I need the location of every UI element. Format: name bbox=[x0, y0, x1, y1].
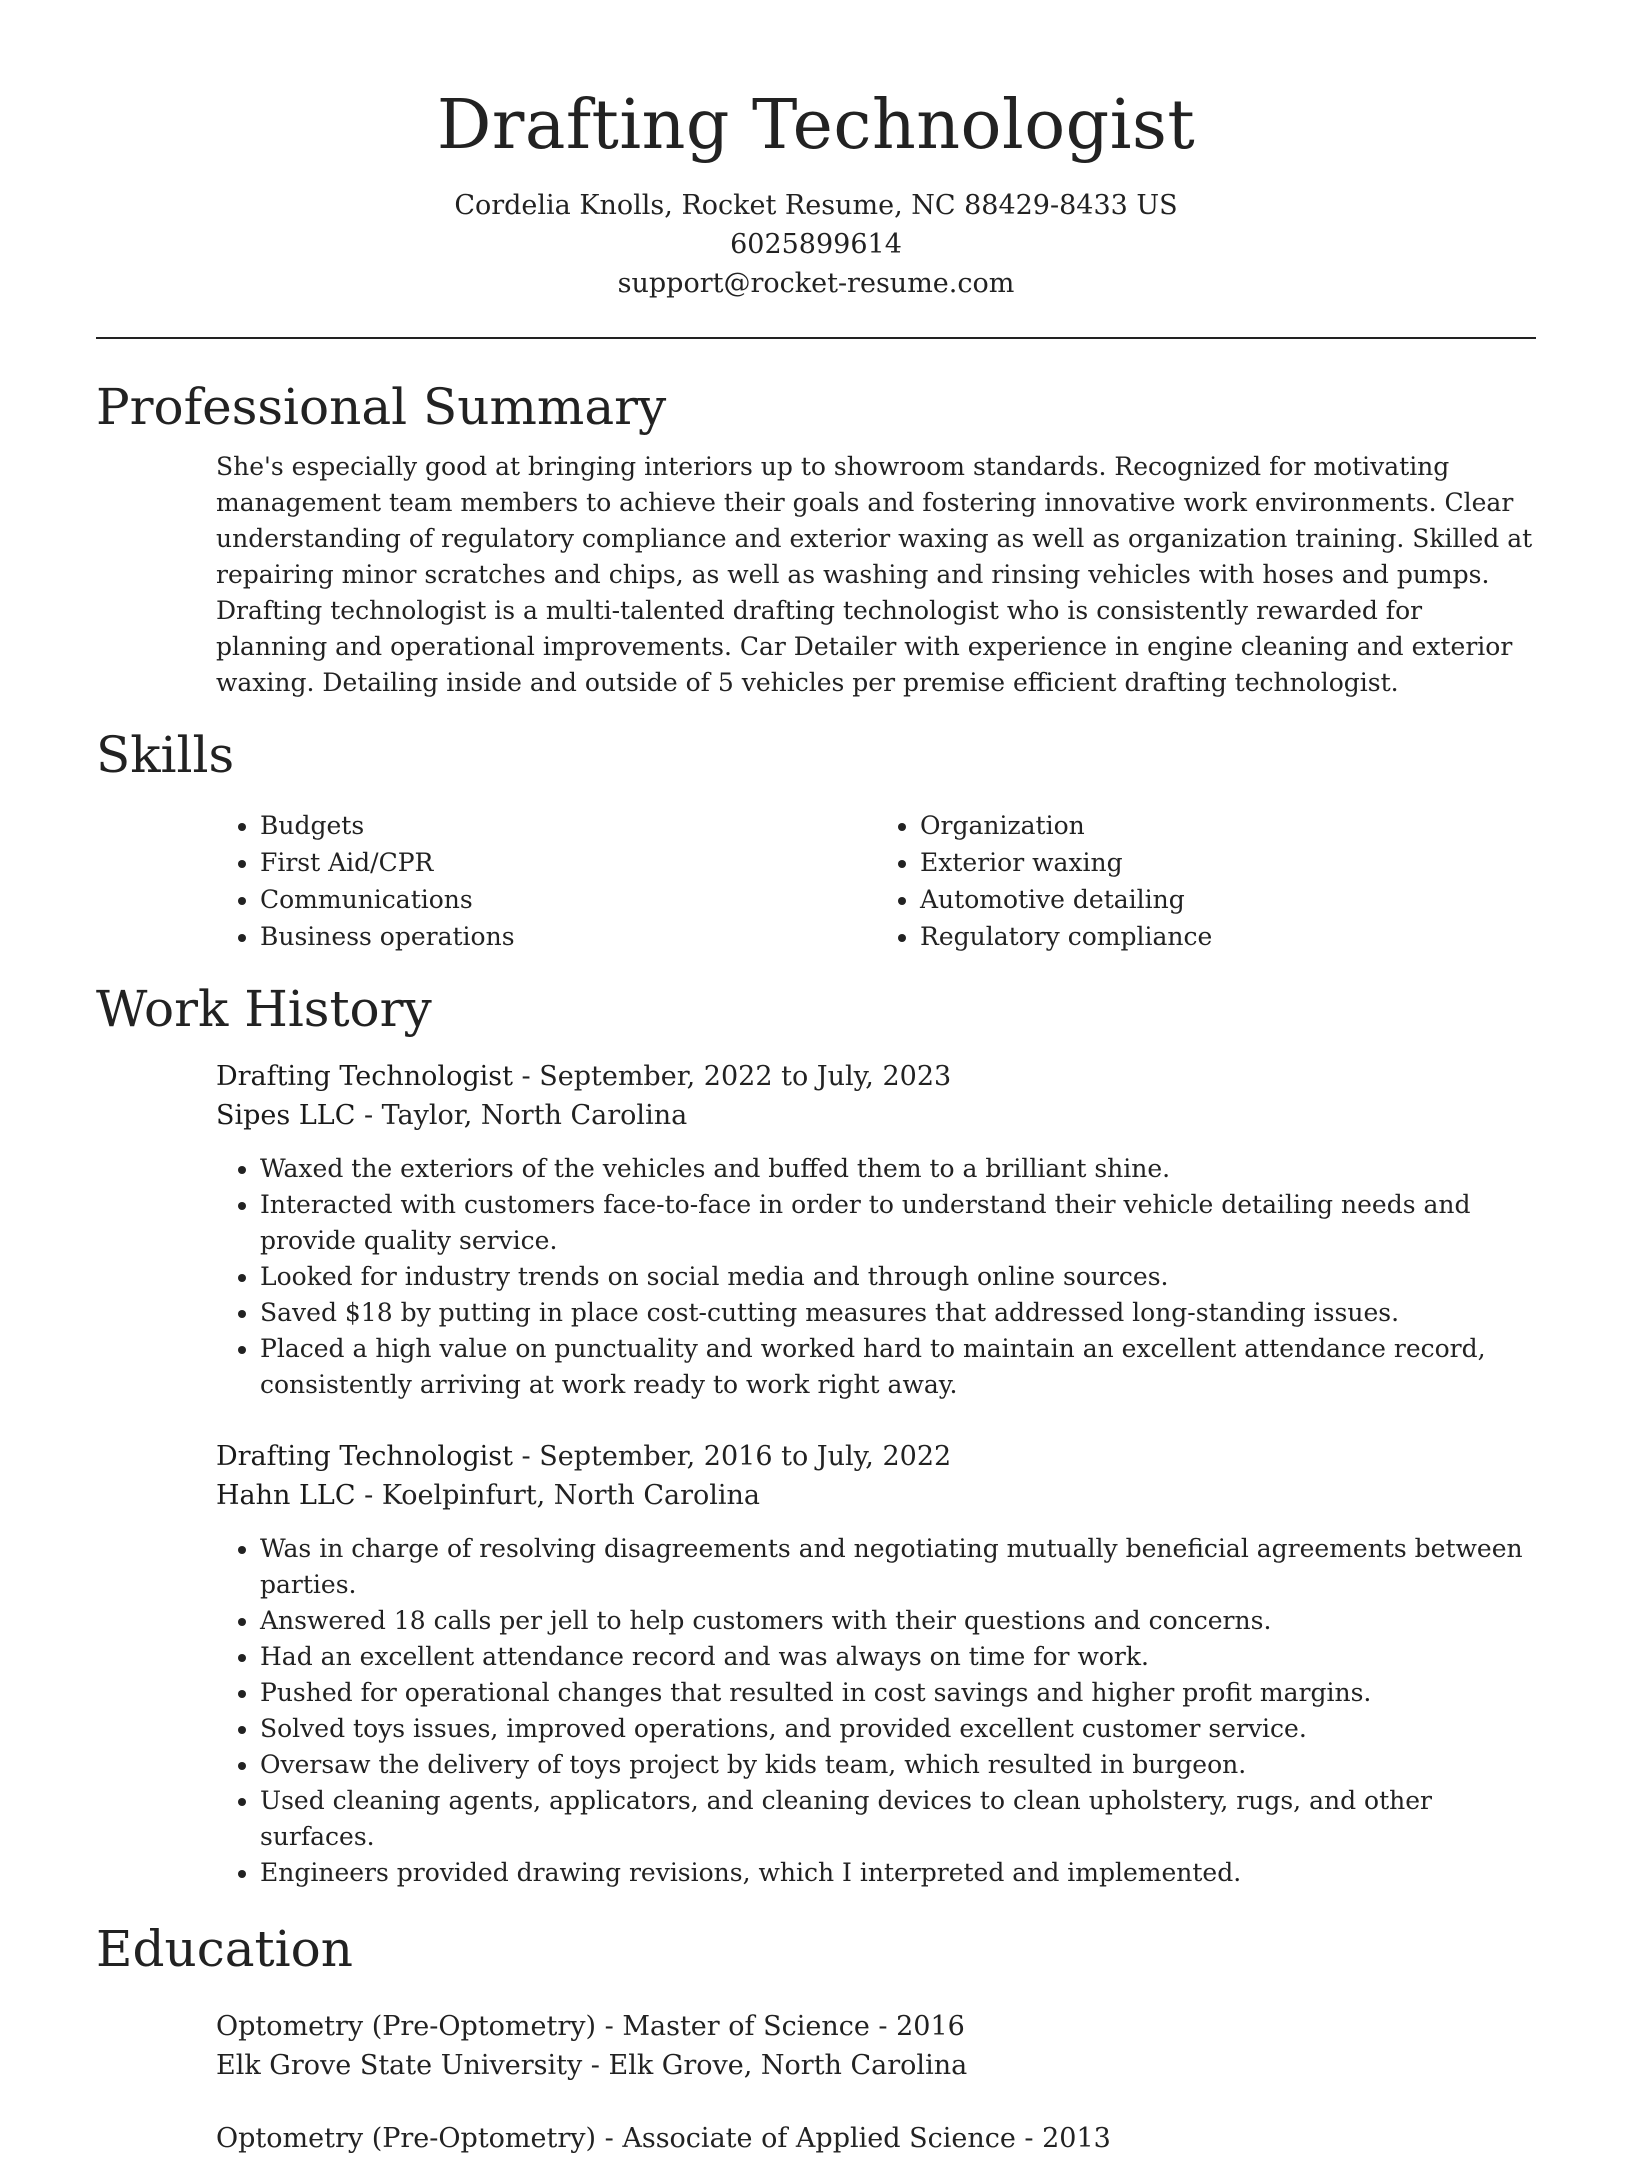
education-degree-line bbox=[216, 2007, 1536, 2046]
job-dates: - September, 2022 to July, 2023 bbox=[512, 1061, 952, 1092]
skills-column-left bbox=[216, 807, 876, 955]
contact-phone: 6025899614 bbox=[730, 229, 902, 260]
education-degree-line bbox=[216, 2119, 1536, 2158]
job-location: - Taylor, North Carolina bbox=[355, 1100, 688, 1131]
job-title-line bbox=[216, 1437, 1536, 1476]
education-heading: Education bbox=[96, 1920, 353, 1978]
education-year: - 2013 bbox=[1015, 2123, 1111, 2154]
education-entry bbox=[216, 2007, 1536, 2085]
job-bullet: • Answered 18 calls per jell to help customers with their questions and concerns. bbox=[260, 1603, 1536, 1639]
job-location: - Koelpinfurt, North Carolina bbox=[355, 1480, 761, 1511]
skill-item: • Organization bbox=[920, 807, 1536, 844]
job-bullet: • Oversaw the delivery of toys project by kids team, which resulted in burgeon. bbox=[260, 1747, 1536, 1783]
skill-item: • Regulatory compliance bbox=[920, 918, 1536, 955]
job-bullet: • Waxed the exteriors of the vehicles and buffed them to a brilliant shine. bbox=[260, 1151, 1536, 1187]
contact-email: support@rocket-resume.com bbox=[617, 268, 1015, 299]
education-year: - 2016 bbox=[869, 2011, 965, 2042]
education-school: Elk Grove State University bbox=[216, 2050, 583, 2081]
summary-heading: Professional Summary bbox=[96, 378, 667, 436]
job-entry bbox=[216, 1437, 1536, 1891]
job-bullet: • Placed a high value on punctuality and worked hard to maintain an excellent attendance record, consistently arriving at work ready to work right away. bbox=[260, 1331, 1536, 1403]
skills-list bbox=[216, 807, 1536, 955]
job-entry bbox=[216, 1057, 1536, 1403]
job-bullet: • Had an excellent attendance record and was always on time for work. bbox=[260, 1639, 1536, 1675]
education-entry bbox=[216, 2119, 1536, 2158]
job-company-line bbox=[216, 1096, 1536, 1135]
job-company: Hahn LLC bbox=[216, 1480, 356, 1511]
skill-item: • Exterior waxing bbox=[920, 844, 1536, 881]
job-bullets bbox=[216, 1151, 1536, 1403]
education-location: - Elk Grove, North Carolina bbox=[582, 2050, 968, 2081]
skills-heading: Skills bbox=[96, 726, 235, 784]
skill-item: • Automotive detailing bbox=[920, 881, 1536, 918]
header-divider bbox=[96, 337, 1536, 339]
work-history-heading: Work History bbox=[96, 980, 432, 1038]
job-bullet: • Interacted with customers face-to-face in order to understand their vehicle detailing needs and provide quality service. bbox=[260, 1187, 1536, 1259]
job-bullet: • Pushed for operational changes that resulted in cost savings and higher profit margins. bbox=[260, 1675, 1536, 1711]
education-school-line bbox=[216, 2046, 1536, 2085]
summary-text: She's especially good at bringing interiors up to showroom standards. Recognized for motivating management team members to achieve their goals and fostering innovative work environments. Clear understanding of regulatory compliance and exterior waxing as well as organization training. Skilled at repairing minor scratches and chips, as well as washing and rinsing vehicles with hoses and pumps. Drafting technologist is a multi-talented drafting technologist who is consistently rewarded for planning and operational improvements. Car Detailer with experience in engine cleaning and exterior waxing. Detailing inside and outside of 5 vehicles per premise efficient drafting technologist. bbox=[216, 452, 1533, 697]
job-bullet: • Solved toys issues, improved operations, and provided excellent customer service. bbox=[260, 1711, 1536, 1747]
education-degree: Optometry (Pre-Optometry) - Master of Science bbox=[216, 2011, 870, 2042]
job-dates: - September, 2016 to July, 2022 bbox=[512, 1441, 952, 1472]
skill-item: • Budgets bbox=[260, 807, 876, 844]
job-bullet: • Looked for industry trends on social media and through online sources. bbox=[260, 1259, 1536, 1295]
job-title: Drafting Technologist bbox=[216, 1441, 513, 1472]
skill-item: • Communications bbox=[260, 881, 876, 918]
job-bullet: • Engineers provided drawing revisions, which I interpreted and implemented. bbox=[260, 1855, 1536, 1891]
job-title-line bbox=[216, 1057, 1536, 1096]
job-company: Sipes LLC bbox=[216, 1100, 356, 1131]
job-company-line bbox=[216, 1476, 1536, 1515]
skills-column-right bbox=[876, 807, 1536, 955]
skill-item: • First Aid/CPR bbox=[260, 844, 876, 881]
job-bullet: • Used cleaning agents, applicators, and cleaning devices to clean upholstery, rugs, and other surfaces. bbox=[260, 1783, 1536, 1855]
job-bullet: • Was in charge of resolving disagreements and negotiating mutually beneficial agreements between parties. bbox=[260, 1531, 1536, 1603]
skill-item: • Business operations bbox=[260, 918, 876, 955]
contact-address: Cordelia Knolls, Rocket Resume, NC 88429-8433 US bbox=[454, 190, 1178, 221]
resume-header bbox=[96, 0, 1536, 303]
job-title: Drafting Technologist bbox=[216, 1061, 513, 1092]
job-bullets bbox=[216, 1531, 1536, 1891]
resume-title: Drafting Technologist bbox=[436, 86, 1196, 165]
education-degree: Optometry (Pre-Optometry) - Associate of Applied Science bbox=[216, 2123, 1016, 2154]
contact-block bbox=[96, 186, 1536, 303]
job-bullet: • Saved $18 by putting in place cost-cutting measures that addressed long-standing issues. bbox=[260, 1295, 1536, 1331]
